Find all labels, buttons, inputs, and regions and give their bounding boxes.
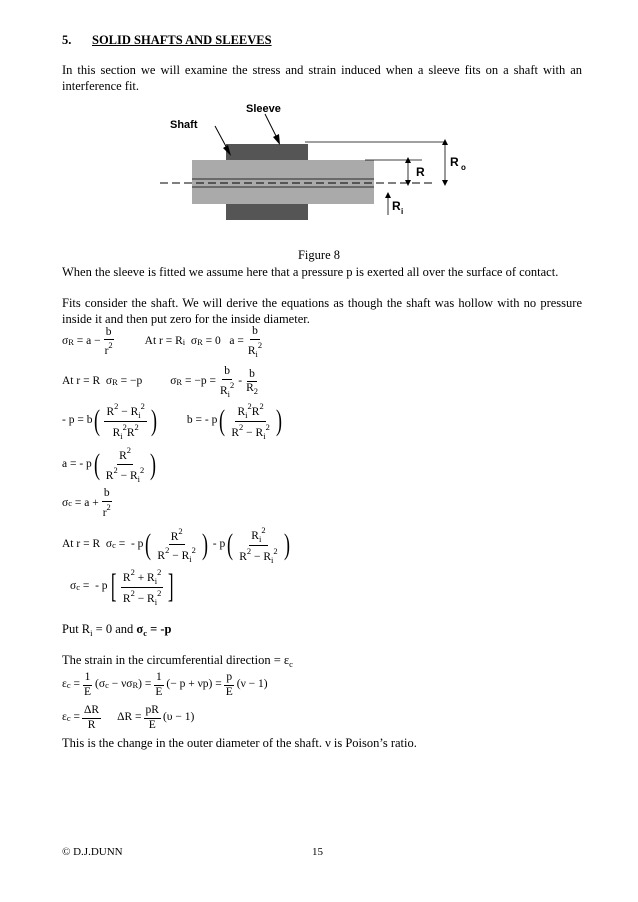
method-paragraph: Fits consider the shaft. We will derive the equations as though the shaft was hollow with no pressure inside it and then put zero for the inside diameter. (62, 296, 582, 326)
ro-sub: o (461, 163, 466, 172)
closing-paragraph: This is the change in the outer diameter of the shaft. ν is Poison’s ratio. (62, 736, 417, 750)
figure-caption: Figure 8 (297, 248, 340, 262)
intro-paragraph: In this section we will examine the stress and strain induced when a sleeve fits on a shaft with an interference fit. (62, 63, 582, 93)
page-number: 15 (312, 846, 323, 858)
strain-intro-line: The strain in the circumferential direction = $\varepsilon_c$ (62, 653, 293, 669)
equation-6: At r = R σ c = - p ( $\frac{R^2}{R^2 - R_i^2}$ ) - p ( $\frac{R_i^2}{R^2 - R_i^2}$ ) (62, 525, 290, 565)
section-title: SOLID SHAFTS AND SLEEVES (92, 33, 272, 47)
shaft-label: Shaft (170, 119, 198, 131)
ri-sub: i (401, 207, 404, 216)
footer-author: © D.J.DUNN (62, 846, 123, 858)
shaft-sleeve-figure (160, 100, 480, 225)
equation-4: a = - p ( $\frac{R^2}{R^2 - R_i^2}$ ) (62, 445, 157, 484)
equation-2: At r = R σ R = −p σ R = −p = $\frac{b}{R_i^2}$ - $\frac{b}{R_2}$ (62, 365, 258, 399)
equation-9: ε c = $\frac{\Delta R}{R}$ ΔR = $\frac{pR}{E}$ (υ − 1) (62, 704, 195, 731)
sleeve-bottom (226, 204, 308, 220)
put-zero-line: Put $R_i = 0$ and $\sigma_c = -p$ (62, 622, 172, 638)
assumption-paragraph: When the sleeve is fitted we assume here that a pressure p is exerted all over the surface of contact. (62, 265, 559, 279)
equation-3: - p = b ( $\frac{R^2 - R_i^2}{R_i^2R^2}$ ) b = - p ( $\frac{R_i^2R^2}{R^2 - R_i^2}$ ) (62, 401, 282, 441)
sleeve-top (226, 144, 308, 160)
section-number: 5. (62, 33, 72, 47)
equation-1: σ R = a − $\frac{b}{r^2}$ At r = R i σ R = 0 a = $\frac{b}{R_i^2}$ (62, 325, 263, 359)
r-label: R (416, 165, 425, 179)
ri-label: R (392, 199, 401, 213)
equation-7: σ c = - p [ $\frac{R^2 + R_i^2}{R^2 - R_i^2}$ ] (70, 567, 174, 607)
section-heading (62, 33, 272, 48)
shaft-body (192, 160, 374, 204)
equation-8: ε c = $\frac{1}{E}$ (σ c − νσ R ) = $\frac{1}{E}$ (− p + νp) = $\frac{p}{E}$ (ν − 1) (62, 671, 268, 698)
equation-5: σ c = a + $\frac{b}{r^2}$ (62, 487, 111, 519)
ro-label: R (450, 155, 459, 169)
sleeve-label: Sleeve (246, 103, 281, 115)
